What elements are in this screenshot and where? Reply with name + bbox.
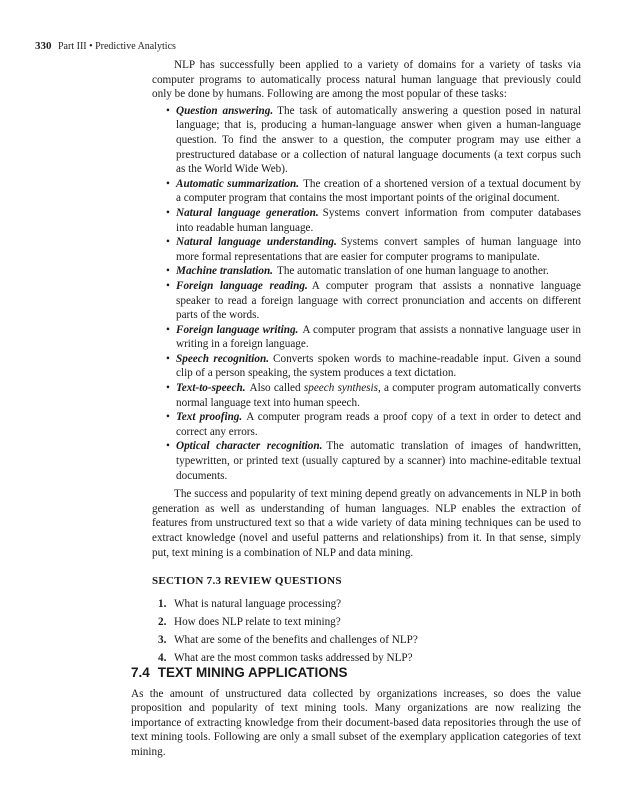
task-item	[152, 439, 581, 483]
question-text: What are the most common tasks addressed by NLP?	[174, 652, 413, 665]
task-term: Optical character recognition.	[176, 440, 323, 453]
bullet-icon: •	[166, 265, 170, 278]
task-desc: The task of automatically answering a question posed in natural language; that is, producing a human-language answer when given a human-language question. To find the answer to a question, the computer program may use either a prestructured database or a collection of natural language documents (a text corpus such as the World Wide Web).	[176, 104, 582, 176]
task-item	[152, 279, 581, 323]
review-question	[158, 615, 581, 630]
task-desc: Converts spoken words to machine-readable input. Given a sound clip of a person speaking, the system produces a text dictation.	[176, 352, 581, 380]
bullet-icon: •	[166, 411, 170, 424]
running-head	[35, 40, 176, 52]
task-term: Foreign language reading.	[176, 279, 308, 292]
task-term: Text proofing.	[176, 411, 243, 424]
body-text	[152, 58, 581, 669]
question-text: What are some of the benefits and challenges of NLP?	[174, 633, 418, 646]
bullet-icon: •	[166, 382, 170, 395]
task-item	[152, 235, 581, 264]
task-item	[152, 323, 581, 352]
bullet-icon: •	[166, 104, 170, 117]
review-questions-list	[152, 597, 581, 666]
section-title: TEXT MINING APPLICATIONS	[157, 665, 348, 680]
bullet-icon: •	[166, 323, 170, 336]
task-item	[152, 177, 581, 206]
section-7-4	[131, 666, 581, 760]
task-item	[152, 206, 581, 235]
intro-paragraph: NLP has successfully been applied to a variety of domains for a variety of tasks via computer programs to automatically process natural human language that previously could only be done by humans. Following are among the most popular of these tasks:	[152, 59, 581, 101]
task-desc-post: , a computer program automatically converts normal language text into human speech.	[176, 382, 581, 409]
question-number: 3.	[158, 633, 167, 646]
task-desc: A computer program that assists a nonnative language user in writing in a foreign language.	[176, 323, 581, 351]
review-question	[158, 597, 581, 612]
task-item	[152, 352, 581, 381]
task-desc: The automatic translation of images of handwritten, typewritten, or printed text (usually captured by a scanner) into machine-editable textual documents.	[176, 440, 582, 482]
bullet-icon: •	[166, 279, 170, 292]
task-desc: A computer program that assists a nonnative language speaker to read a foreign language with correct pronunciation and accents on different parts of the words.	[176, 279, 581, 322]
task-term: Natural language understanding.	[176, 236, 337, 249]
review-question	[158, 651, 581, 666]
task-term: Question answering.	[176, 104, 274, 117]
task-desc: Systems convert samples of human language into more formal representations that are easier for computer programs to manipulate.	[176, 236, 581, 263]
bullet-icon: •	[166, 206, 170, 219]
question-number: 1.	[158, 597, 167, 610]
review-questions-heading: SECTION 7.3 REVIEW QUESTIONS	[152, 575, 342, 588]
task-term: Automatic summarization.	[176, 177, 300, 190]
question-number: 4.	[158, 652, 167, 665]
task-desc: A computer program reads a proof copy of a text in order to detect and correct any errors.	[176, 411, 581, 438]
question-number: 2.	[158, 615, 167, 628]
running-title: Part III • Predictive Analytics	[58, 41, 176, 52]
nlp-task-list	[152, 104, 581, 483]
task-term: Foreign language writing.	[176, 323, 299, 336]
question-text: How does NLP relate to text mining?	[174, 615, 341, 628]
review-question	[158, 633, 581, 648]
task-desc: Systems convert information from computer databases into readable human language.	[176, 206, 581, 234]
task-term: Speech recognition.	[176, 352, 270, 365]
task-item	[152, 381, 581, 410]
section-paragraph: As the amount of unstructured data collected by organizations increases, so does the value proposition and popularity of text mining tools. Many organizations are now realizing the importance of extracting knowledge from their document-based data repositories through the use of text mining tools. Following are only a small subset of the exemplary application categories of text mining.	[131, 687, 581, 758]
task-item	[152, 264, 581, 279]
task-desc: The automatic translation of one human language to another.	[276, 265, 549, 278]
bullet-icon: •	[166, 236, 170, 249]
task-desc: The creation of a shortened version of a textual document by a computer program that contains the most important points of the original document.	[176, 177, 581, 205]
task-term: Machine translation.	[176, 265, 273, 278]
section-heading	[131, 666, 581, 681]
question-text: What is natural language processing?	[174, 597, 342, 610]
task-desc-pre: Also called	[249, 382, 304, 395]
bullet-icon: •	[166, 440, 170, 453]
bullet-icon: •	[166, 177, 170, 190]
task-desc-emphasis: speech synthesis	[303, 382, 378, 395]
task-item	[152, 104, 581, 177]
section-number: 7.4	[131, 665, 150, 680]
task-term: Text-to-speech.	[176, 382, 246, 395]
task-term: Natural language generation.	[176, 206, 319, 219]
bullet-icon: •	[166, 352, 170, 365]
closing-paragraph: The success and popularity of text mining depend greatly on advancements in NLP in both generation as well as understanding of human languages. NLP enables the extraction of features from unstructured text so that a wide variety of data mining techniques can be used to extract knowledge (novel and useful patterns and relationships) from it. In that sense, simply put, text mining is a combination of NLP and data mining.	[152, 488, 581, 559]
task-item	[152, 410, 581, 439]
page-number: 330	[35, 40, 52, 52]
